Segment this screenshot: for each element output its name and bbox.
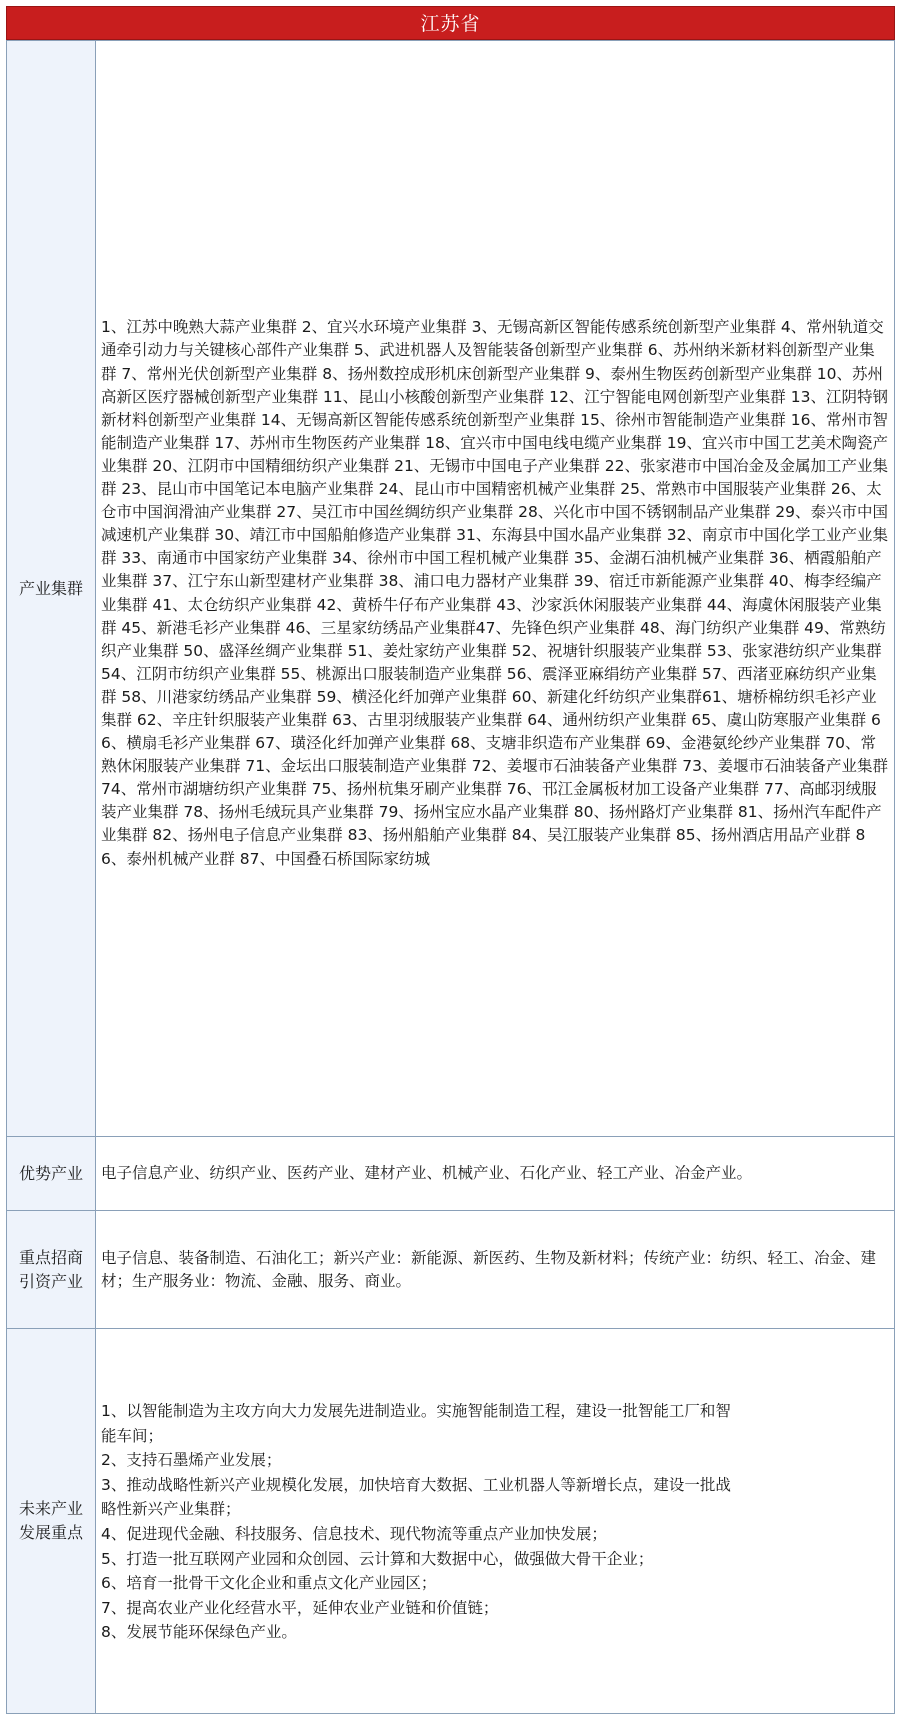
row-label-advantage (7, 1137, 96, 1211)
list-item: 3、推动战略性新兴产业规模化发展，加快培育大数据、工业机器人等新增长点，建设一批战略性新兴产业集群； (101, 1475, 731, 1519)
row-content-advantage (96, 1137, 895, 1211)
list-item: 6、培育一批骨干文化企业和重点文化产业园区； (101, 1574, 437, 1593)
row-label-invest-line1: 重点招商 (18, 1247, 83, 1267)
row-label-advantage-text: 优势产业 (18, 1163, 83, 1183)
list-item: 2、支持石墨烯产业发展； (101, 1451, 282, 1470)
row-label-future-line2: 发展重点 (18, 1523, 83, 1542)
row-label-clusters-text: 产业集群 (18, 578, 83, 598)
invest-text: 电子信息、装备制造、石油化工；新兴产业：新能源、新医药、生物及新材料；传统产业：纺织、轻工、冶金、建材；生产服务业：物流、金融、服务、商业。 (101, 1248, 877, 1290)
table-row-invest (7, 1211, 895, 1329)
table-row-advantage (7, 1137, 895, 1211)
table-row-future (7, 1329, 895, 1714)
row-label-future (7, 1329, 96, 1714)
list-item: 5、打造一批互联网产业园和众创园、云计算和大数据中心，做强做大骨干企业； (101, 1549, 654, 1568)
row-label-future-line1: 未来产业 (18, 1499, 83, 1518)
row-content-invest (96, 1211, 895, 1329)
row-content-clusters (96, 41, 895, 1137)
clusters-text: 1、江苏中晚熟大蒜产业集群 2、宜兴水环境产业集群 3、无锡高新区智能传感系统创新型产业集群 4、常州轨道交通牵引动力与关键核心部件产业集群 5、武进机器人及智能装备创新型产业集群 6、苏州纳米新材料创新型产业集群 7、常州光伏创新型产业集群 8、扬州数控成形机床创新型产业集群 9、泰州生物医药创新型产业集群 10、苏州高新区医疗器械创新型产业集群 11、昆山小核酸创新型产业集群 12、江宁智能电网创新型产业集群 13、江阴特钢新材料创新型产业集群 14、无锡高新区智能传感系统创新型产业集群 15、徐州市智能制造产业集群 16、常州市智能制造产业集群 17、苏州市生物医药产业集群 18、宜兴市中国电线电缆产业集群 19、宜兴市中国工艺美术陶瓷产业集群 20、江阴市中国精细纺织产业集群 21、无锡市中国电子产业集群 22、张家港市中国冶金及金属加工产业集群 23、昆山市中国笔记本电脑产业集群 24、昆山市中国精密机械产业集群 25、常熟市中国服装产业集群 26、太仓市中国润滑油产业集群 27、吴江市中国丝绸纺织产业集群 28、兴化市中国不锈钢制品产业集群 29、泰兴市中国减速机产业集群 30、靖江市中国船舶修造产业集群 31、东海县中国水晶产业集群 32、南京市中国化学工业产业集群 33、南通市中国家纺产业集群 34、徐州市中国工程机械产业集群 35、金湖石油机械产业集群 36、栖霞船舶产业集群 37、江宁东山新型建材产业集群 38、浦口电力器材产业集群 39、宿迁市新能源产业集群 40、梅李经编产业集群 41、太仓纺织产业集群 42、黄桥牛仔布产业集群 43、沙家浜休闲服装产业集群 44、海虞休闲服装产业集群 45、新港毛衫产业集群 46、三星家纺绣品产业集群47、先锋色织产业集群 48、海门纺织产业集群 49、常熟纺织产业集群 50、盛泽丝绸产业集群 51、姜灶家纺产业集群 52、祝塘针织服装产业集群 53、张家港纺织产业集群 54、江阴市纺织产业集群 55、桃源出口服装制造产业集群 56、震泽亚麻绢纺产业集群 57、西渚亚麻纺织产业集群 58、川港家纺绣品产业集群 59、横泾化纤加弹产业集群 60、新建化纤纺织产业集群61、塘桥棉纺织毛衫产业集群 62、辛庄针织服装产业集群 63、古里羽绒服装产业集群 64、通州纺织产业集群 65、虞山防寒服产业集群 66、横扇毛衫产业集群 67、璜泾化纤加弹产业集群 68、支塘非织造布产业集群 69、金港氨纶纱产业集群 70、常熟休闲服装产业集群 71、金坛出口服装制造产业集群 72、姜堰市石油装备产业集群 73、姜堰市石油装备产业集群 74、常州市湖塘纺织产业集群 75、扬州杭集牙刷产业集群 76、邗江金属板材加工设备产业集群 77、高邮羽绒服装产业集群 78、扬州毛绒玩具产业集群 79、扬州宝应水晶产业集群 80、扬州路灯产业集群 81、扬州汽车配件产业集群 82、扬州电子信息产业集群 83、扬州船舶产业集群 84、吴江服装产业集群 85、扬州酒店用品产业群 86、泰州机械产业群 87、中国叠石桥国际家纺城 (101, 318, 888, 868)
list-item: 4、促进现代金融、科技服务、信息技术、现代物流等重点产业加快发展； (101, 1525, 607, 1543)
future-list (101, 1397, 890, 1645)
province-title: 江苏省 (6, 6, 895, 40)
row-label-clusters (7, 41, 96, 1137)
row-label-invest (7, 1211, 96, 1329)
industry-table (6, 40, 895, 1714)
advantage-text: 电子信息产业、纺织产业、医药产业、建材产业、机械产业、石化产业、轻工产业、冶金产业。 (101, 1164, 753, 1182)
table-row-clusters (7, 41, 895, 1137)
list-item: 7、提高农业产业化经营水平，延伸农业产业链和价值链； (101, 1598, 499, 1617)
list-item: 8、发展节能环保绿色产业。 (101, 1623, 297, 1642)
row-content-future (96, 1329, 895, 1714)
list-item: 1、以智能制造为主攻方向大力发展先进制造业。实施智能制造工程，建设一批智能工厂和智能车间； (101, 1402, 731, 1445)
row-label-invest-line2: 引资产业 (18, 1271, 83, 1291)
